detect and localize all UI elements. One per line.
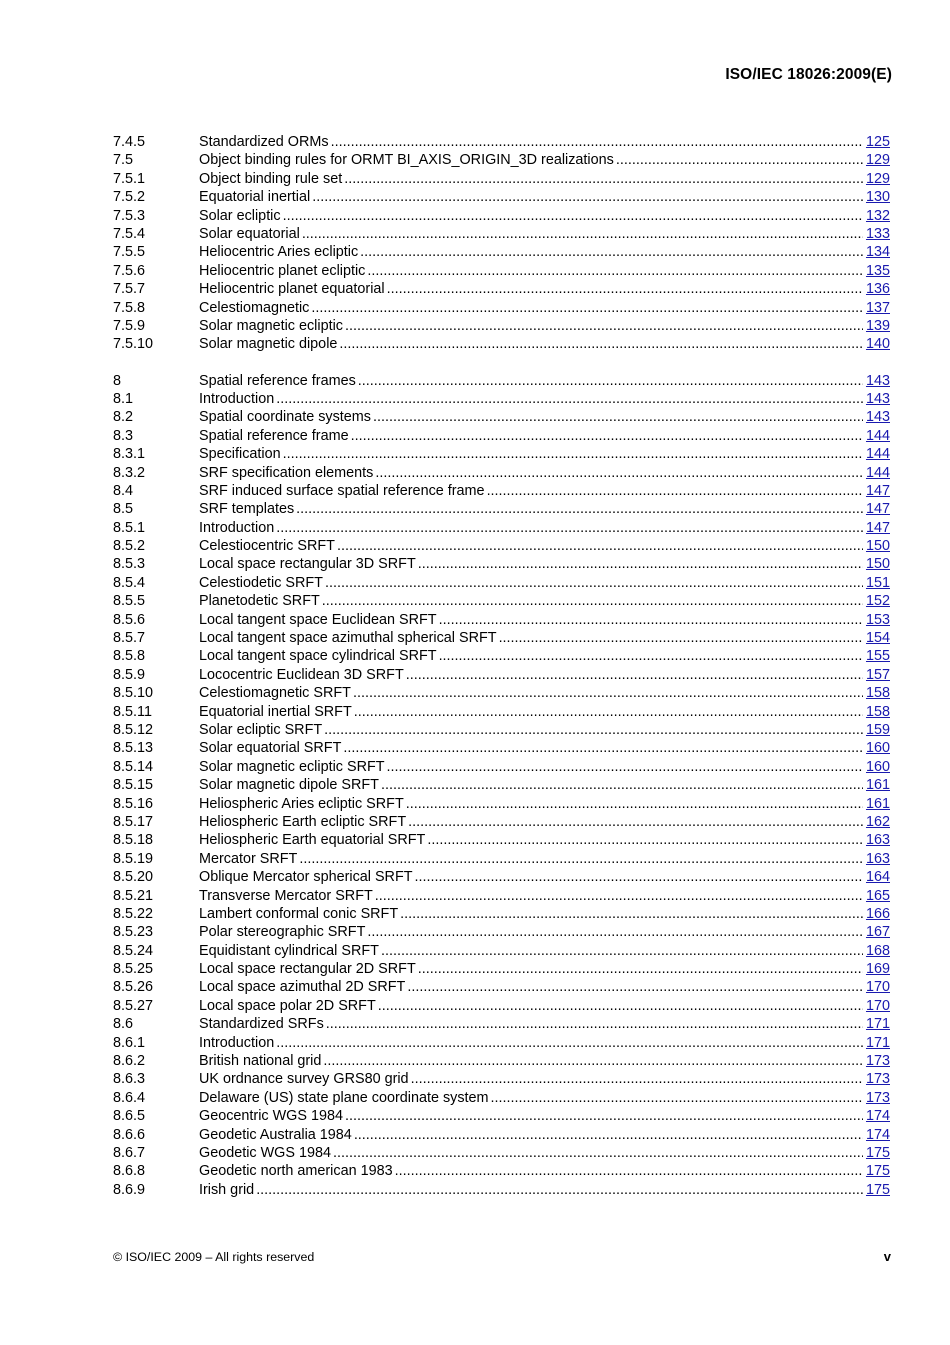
- toc-entry-number: 7.4.5: [113, 134, 146, 150]
- toc-dot-leader: [312, 188, 863, 206]
- toc-entry-title: Heliospheric Earth equatorial SRFT: [199, 832, 426, 849]
- toc-entry-number: 8.5.6: [113, 611, 146, 628]
- toc-entry: [113, 280, 890, 298]
- toc-dot-leader: [360, 243, 863, 261]
- toc-page-link[interactable]: 173: [865, 1053, 890, 1070]
- footer-copyright: © ISO/IEC 2009 – All rights reserved: [113, 1250, 315, 1264]
- toc-entry-title: Introduction: [199, 519, 275, 536]
- toc-entry: [113, 372, 890, 390]
- toc-dot-leader: [387, 758, 863, 776]
- footer-page-number: v: [883, 1249, 891, 1264]
- toc-entry-title: Oblique Mercator spherical SRFT: [199, 869, 413, 886]
- toc-entry: [113, 574, 890, 592]
- toc-entry-title: Heliocentric planet equatorial: [199, 281, 385, 298]
- toc-entry-title: Heliocentric Aries ecliptic: [199, 244, 359, 261]
- toc-entry-number: 8.3: [113, 427, 134, 444]
- toc-entry-title: Heliospheric Aries ecliptic SRFT: [199, 795, 404, 812]
- toc-entry-number: 8.5.5: [113, 593, 146, 610]
- toc-entry-number: 8.5.10: [113, 685, 154, 702]
- toc-entry-number: 7.5.5: [113, 244, 146, 261]
- toc-entry-title: Geodetic north american 1983: [199, 1163, 393, 1180]
- toc-entry-number: 8.3.2: [113, 464, 146, 481]
- toc-entry-title: Local space rectangular 3D SRFT: [199, 556, 416, 573]
- toc-entry-number: 8.6.4: [113, 1089, 146, 1106]
- toc-entry-title: SRF induced surface spatial reference frame: [199, 482, 485, 499]
- toc-entry-number: 7.5.1: [113, 170, 146, 187]
- toc-entry-title: Spatial coordinate systems: [199, 409, 371, 426]
- toc-entry-number: 8.5.7: [113, 630, 146, 647]
- toc-dot-leader: [325, 574, 863, 592]
- toc-entry-number: 8.5.11: [113, 703, 152, 720]
- toc-dot-leader: [339, 335, 863, 353]
- toc-entry-title: Local space azimuthal 2D SRFT: [199, 979, 406, 996]
- toc-dot-leader: [354, 703, 863, 721]
- toc-entry-number: 7.5.7: [113, 281, 146, 298]
- toc-dot-leader: [395, 1162, 863, 1180]
- toc-entry: [113, 850, 890, 868]
- toc-dot-leader: [276, 390, 863, 408]
- toc-entry-number: 8.5.1: [113, 519, 146, 536]
- toc-entry: [113, 1089, 890, 1107]
- toc-dot-leader: [439, 611, 863, 629]
- toc-entry-number: 8.2: [113, 409, 134, 426]
- toc-entry-title: Heliocentric planet ecliptic: [199, 262, 366, 279]
- toc-page-link[interactable]: 147: [865, 482, 890, 499]
- toc-page-link[interactable]: 171: [865, 1016, 890, 1033]
- toc-dot-leader: [375, 887, 863, 905]
- toc-page-link[interactable]: 152: [865, 593, 890, 610]
- toc-entry: [113, 243, 890, 261]
- toc-page-link[interactable]: 170: [865, 997, 890, 1014]
- toc-entry: [113, 795, 890, 813]
- toc-entry-title: Equatorial inertial: [199, 189, 311, 206]
- toc-entry: [113, 299, 890, 317]
- toc-dot-leader: [367, 923, 863, 941]
- toc-entry: [113, 592, 890, 610]
- toc-dot-leader: [418, 960, 863, 978]
- toc-page-link[interactable]: 163: [865, 850, 890, 867]
- toc-page-link[interactable]: 143: [865, 372, 890, 389]
- toc-entry-title: Geodetic Australia 1984: [199, 1126, 352, 1143]
- toc-page-link[interactable]: 144: [865, 427, 890, 444]
- toc-entry-title: Solar equatorial SRFT: [199, 740, 342, 757]
- toc-entry-number: 8.5.21: [113, 887, 154, 904]
- toc-page-link[interactable]: 158: [865, 703, 890, 720]
- toc-entry: [113, 739, 890, 757]
- toc-entry: [113, 1181, 890, 1199]
- toc-entry-number: 8.3.1: [113, 446, 146, 463]
- toc-dot-leader: [351, 427, 863, 445]
- toc-page-link[interactable]: 161: [865, 777, 890, 794]
- toc-page-link[interactable]: 160: [865, 740, 890, 757]
- toc-entry-number: 8.5.9: [113, 666, 146, 683]
- toc-entry: [113, 225, 890, 243]
- toc-dot-leader: [276, 519, 863, 537]
- toc-entry-title: Equidistant cylindrical SRFT: [199, 942, 379, 959]
- toc-page-link[interactable]: 173: [865, 1089, 890, 1106]
- toc-entry-title: Mercator SRFT: [199, 850, 298, 867]
- toc-page-link[interactable]: 150: [865, 556, 890, 573]
- toc-entry: [113, 813, 890, 831]
- toc-page-link[interactable]: 133: [865, 225, 890, 242]
- toc-entry-number: 8.6.6: [113, 1126, 146, 1143]
- toc-entry: [113, 188, 890, 206]
- toc-entry-title: Local tangent space Euclidean SRFT: [199, 611, 437, 628]
- toc-dot-leader: [323, 1052, 863, 1070]
- toc-dot-leader: [283, 445, 863, 463]
- toc-dot-leader: [283, 207, 863, 225]
- toc-page-link[interactable]: 161: [865, 795, 890, 812]
- toc-page-link[interactable]: 150: [865, 538, 890, 555]
- toc-entry: [113, 629, 890, 647]
- toc-page-link[interactable]: 139: [865, 317, 890, 334]
- toc-entry-number: 8.5.19: [113, 850, 154, 867]
- toc-page-link[interactable]: 143: [865, 390, 890, 407]
- toc-entry-title: Object binding rules for ORMT BI_AXIS_ORIGIN_3D realizations: [199, 152, 614, 169]
- toc-entry: [113, 923, 890, 941]
- document-header-title: ISO/IEC 18026:2009(E): [725, 66, 892, 83]
- toc-entry: [113, 482, 890, 500]
- toc-entry-number: 7.5.9: [113, 317, 146, 334]
- toc-entry-number: 8: [113, 372, 122, 389]
- toc-dot-leader: [331, 133, 863, 151]
- toc-dot-leader: [299, 850, 863, 868]
- toc-page-link[interactable]: 154: [865, 630, 890, 647]
- toc-entry: [113, 537, 890, 555]
- toc-dot-leader: [418, 555, 863, 573]
- toc-entry-title: Spatial reference frames: [199, 372, 356, 389]
- toc-page-link[interactable]: 137: [865, 299, 890, 316]
- toc-entry-number: 7.5.8: [113, 299, 146, 316]
- toc-entry-number: 8.5.23: [113, 924, 154, 941]
- toc-entry-number: 8.6.5: [113, 1108, 146, 1125]
- toc-entry: [113, 408, 890, 426]
- toc-dot-leader: [302, 225, 863, 243]
- toc-page-link[interactable]: 125: [865, 134, 890, 150]
- toc-page-link[interactable]: 129: [865, 152, 890, 169]
- toc-dot-leader: [326, 1015, 863, 1033]
- toc-entry-title: Delaware (US) state plane coordinate system: [199, 1089, 489, 1106]
- toc-dot-leader: [407, 978, 863, 996]
- toc-entry-number: 8.1: [113, 390, 134, 407]
- toc-page-link[interactable]: 158: [865, 685, 890, 702]
- toc-entry: [113, 831, 890, 849]
- toc-entry-title: Lococentric Euclidean 3D SRFT: [199, 666, 404, 683]
- toc-entry: [113, 684, 890, 702]
- toc-entry-title: Solar ecliptic SRFT: [199, 722, 323, 738]
- toc-entry-number: 8.6.9: [113, 1181, 146, 1198]
- toc-dot-leader: [337, 537, 863, 555]
- toc-page-link[interactable]: 164: [865, 869, 890, 886]
- toc-entry: [113, 758, 890, 776]
- toc-entry-title: Celestiodetic SRFT: [199, 574, 323, 591]
- toc-entry-number: 8.5.26: [113, 979, 154, 996]
- toc-dot-leader: [375, 464, 863, 482]
- toc-entry-number: 8.6.1: [113, 1034, 146, 1051]
- toc-entry-number: 7.5.10: [113, 336, 154, 353]
- toc-dot-leader: [353, 684, 863, 702]
- toc-entry: [113, 1107, 890, 1125]
- toc-entry-number: 8.5.18: [113, 832, 154, 849]
- toc-dot-leader: [344, 170, 863, 188]
- toc-page-link[interactable]: 167: [865, 924, 890, 941]
- toc-dot-leader: [387, 280, 863, 298]
- toc-dot-leader: [406, 795, 863, 813]
- toc-entry-title: Heliospheric Earth ecliptic SRFT: [199, 813, 407, 830]
- toc-dot-leader: [345, 317, 863, 335]
- toc-entry: [113, 905, 890, 923]
- toc-entry: [113, 519, 890, 537]
- toc-page-link[interactable]: 143: [865, 409, 890, 426]
- toc-entry: [113, 1034, 890, 1052]
- toc-entry-number: 7.5.4: [113, 225, 146, 242]
- toc-entry-number: 8.5.25: [113, 961, 154, 978]
- toc-dot-leader: [408, 813, 863, 831]
- toc-entry-title: Celestiomagnetic: [199, 299, 310, 316]
- toc-entry: [113, 721, 890, 739]
- toc-entry: [113, 960, 890, 978]
- toc-entry-title: Local tangent space azimuthal spherical SRFT: [199, 630, 497, 647]
- toc-entry-number: 8.5.13: [113, 740, 154, 757]
- toc-entry-number: 8.5.20: [113, 869, 154, 886]
- toc-entry-number: 8.5.3: [113, 556, 146, 573]
- toc-entry: [113, 776, 890, 794]
- toc-entry: [113, 170, 890, 188]
- toc-dot-leader: [427, 831, 863, 849]
- toc-entry-title: Geocentric WGS 1984: [199, 1108, 343, 1125]
- toc-entry-title: Standardized SRFs: [199, 1016, 324, 1033]
- toc-page-link[interactable]: 173: [865, 1071, 890, 1088]
- toc-entry-title: Geodetic WGS 1984: [199, 1144, 331, 1161]
- toc-dot-leader: [381, 942, 863, 960]
- toc-dot-leader: [296, 500, 863, 518]
- toc-entry: [113, 207, 890, 225]
- toc-entry-number: 8.5.4: [113, 574, 146, 591]
- table-of-contents: [113, 133, 890, 1199]
- toc-entry: [113, 703, 890, 721]
- toc-page-link[interactable]: 129: [865, 170, 890, 187]
- toc-dot-leader: [487, 482, 863, 500]
- toc-entry-number: 8.5: [113, 501, 134, 518]
- toc-page-link[interactable]: 147: [865, 501, 890, 518]
- toc-entry-title: Solar magnetic ecliptic SRFT: [199, 758, 385, 775]
- toc-entry: [113, 887, 890, 905]
- toc-dot-leader: [322, 592, 863, 610]
- toc-page-link[interactable]: 171: [865, 1034, 890, 1051]
- toc-dot-leader: [324, 721, 863, 739]
- toc-entry: [113, 335, 890, 353]
- toc-entry: [113, 262, 890, 280]
- toc-entry-title: SRF specification elements: [199, 464, 374, 481]
- toc-dot-leader: [491, 1089, 863, 1107]
- toc-entry: [113, 1126, 890, 1144]
- toc-entry-number: 8.5.27: [113, 997, 154, 1014]
- toc-entry-title: Introduction: [199, 1034, 275, 1051]
- toc-page-link[interactable]: 132: [865, 207, 890, 224]
- toc-dot-leader: [367, 262, 863, 280]
- toc-entry-number: 8.5.2: [113, 538, 146, 555]
- toc-entry-title: Equatorial inertial SRFT: [199, 703, 352, 720]
- toc-entry: [113, 647, 890, 665]
- toc-entry-number: 8.6: [113, 1016, 134, 1033]
- toc-page-link[interactable]: 130: [865, 189, 890, 206]
- toc-page-link[interactable]: 151: [865, 574, 890, 591]
- toc-page-link[interactable]: 166: [865, 905, 890, 922]
- toc-dot-leader: [345, 1107, 863, 1125]
- toc-entry-title: Irish grid: [199, 1181, 255, 1198]
- toc-entry-number: 8.5.12: [113, 722, 154, 738]
- toc-dot-leader: [400, 905, 863, 923]
- toc-page-link[interactable]: 159: [865, 722, 890, 738]
- toc-entry: [113, 942, 890, 960]
- toc-page-link[interactable]: 175: [865, 1163, 890, 1180]
- toc-entry-title: Object binding rule set: [199, 170, 343, 187]
- toc-page-link[interactable]: 174: [865, 1126, 890, 1143]
- toc-dot-leader: [256, 1181, 863, 1199]
- toc-dot-leader: [354, 1126, 863, 1144]
- toc-entry: [113, 978, 890, 996]
- toc-entry-title: Celestiocentric SRFT: [199, 538, 335, 555]
- toc-entry-number: 8.6.7: [113, 1144, 146, 1161]
- toc-entry: [113, 317, 890, 335]
- toc-entry: [113, 555, 890, 573]
- toc-entry-number: 8.6.8: [113, 1163, 146, 1180]
- toc-entry: [113, 427, 890, 445]
- toc-entry-title: British national grid: [199, 1053, 322, 1070]
- toc-page-link[interactable]: 175: [865, 1181, 890, 1198]
- toc-page-link[interactable]: 175: [865, 1144, 890, 1161]
- toc-entry-title: Solar magnetic dipole: [199, 336, 338, 353]
- toc-entry-title: SRF templates: [199, 501, 295, 518]
- toc-entry-title: Solar magnetic dipole SRFT: [199, 777, 379, 794]
- toc-entry: [113, 445, 890, 463]
- toc-dot-leader: [311, 299, 863, 317]
- toc-dot-leader: [358, 372, 863, 390]
- toc-entry-number: 7.5.2: [113, 189, 146, 206]
- toc-entry-title: Local space rectangular 2D SRFT: [199, 961, 416, 978]
- toc-entry-title: Introduction: [199, 390, 275, 407]
- toc-entry-title: Celestiomagnetic SRFT: [199, 685, 351, 702]
- toc-page-link[interactable]: 147: [865, 519, 890, 536]
- toc-entry: [113, 151, 890, 169]
- toc-entry-title: Solar ecliptic: [199, 207, 281, 224]
- toc-entry: [113, 997, 890, 1015]
- toc-dot-leader: [616, 151, 863, 169]
- toc-page-link[interactable]: 169: [865, 961, 890, 978]
- toc-entry: [113, 868, 890, 886]
- toc-dot-leader: [439, 647, 863, 665]
- toc-entry: [113, 1144, 890, 1162]
- toc-entry-number: 7.5.3: [113, 207, 146, 224]
- toc-page-link[interactable]: 170: [865, 979, 890, 996]
- toc-entry: [113, 1070, 890, 1088]
- toc-entry-title: Local tangent space cylindrical SRFT: [199, 648, 437, 665]
- toc-entry: [113, 1162, 890, 1180]
- toc-dot-leader: [411, 1070, 863, 1088]
- toc-entry-number: 8.5.22: [113, 905, 154, 922]
- toc-dot-leader: [343, 739, 863, 757]
- toc-entry-number: 8.5.14: [113, 758, 154, 775]
- toc-dot-leader: [333, 1144, 863, 1162]
- toc-entry-number: 7.5: [113, 152, 134, 169]
- toc-page-link[interactable]: 153: [865, 611, 890, 628]
- toc-entry: [113, 390, 890, 408]
- toc-page-link[interactable]: 162: [865, 813, 890, 830]
- toc-entry: [113, 611, 890, 629]
- toc-entry-title: Standardized ORMs: [199, 134, 329, 150]
- toc-entry-number: 8.5.16: [113, 795, 154, 812]
- toc-page-link[interactable]: 160: [865, 758, 890, 775]
- toc-entry-title: Spatial reference frame: [199, 427, 349, 444]
- toc-entry-title: UK ordnance survey GRS80 grid: [199, 1071, 409, 1088]
- toc-entry-title: Local space polar 2D SRFT: [199, 997, 376, 1014]
- toc-entry-number: 7.5.6: [113, 262, 146, 279]
- toc-entry-title: Planetodetic SRFT: [199, 593, 320, 610]
- toc-page-link[interactable]: 163: [865, 832, 890, 849]
- toc-entry-title: Transverse Mercator SRFT: [199, 887, 373, 904]
- toc-dot-leader: [499, 629, 863, 647]
- toc-entry: [113, 666, 890, 684]
- toc-entry-number: 8.6.3: [113, 1071, 146, 1088]
- toc-page-link[interactable]: 134: [865, 244, 890, 261]
- toc-page-link[interactable]: 157: [865, 666, 890, 683]
- toc-entry-title: Solar equatorial: [199, 225, 300, 242]
- toc-dot-leader: [406, 666, 863, 684]
- toc-entry-number: 8.5.17: [113, 813, 154, 830]
- toc-dot-leader: [378, 997, 863, 1015]
- toc-entry: [113, 133, 890, 151]
- toc-page-link[interactable]: 155: [865, 648, 890, 665]
- toc-entry-title: Solar magnetic ecliptic: [199, 317, 343, 334]
- toc-page-link[interactable]: 144: [865, 446, 890, 463]
- toc-page-link[interactable]: 135: [865, 262, 890, 279]
- toc-entry-number: 8.4: [113, 482, 134, 499]
- toc-page-link[interactable]: 144: [865, 464, 890, 481]
- toc-dot-leader: [381, 776, 863, 794]
- toc-entry-title: Polar stereographic SRFT: [199, 924, 366, 941]
- toc-entry: [113, 1052, 890, 1070]
- toc-page-link[interactable]: 165: [865, 887, 890, 904]
- toc-page-link[interactable]: 174: [865, 1108, 890, 1125]
- toc-entry-title: Lambert conformal conic SRFT: [199, 905, 399, 922]
- toc-entry: [113, 500, 890, 518]
- toc-entry: [113, 464, 890, 482]
- toc-page-link[interactable]: 168: [865, 942, 890, 959]
- toc-entry-number: 8.5.24: [113, 942, 154, 959]
- toc-dot-leader: [276, 1034, 863, 1052]
- toc-dot-leader: [415, 868, 863, 886]
- toc-page-link[interactable]: 136: [865, 281, 890, 298]
- toc-entry-number: 8.5.8: [113, 648, 146, 665]
- toc-entry-number: 8.6.2: [113, 1053, 146, 1070]
- toc-page-link[interactable]: 140: [865, 336, 890, 353]
- toc-entry-number: 8.5.15: [113, 777, 154, 794]
- toc-dot-leader: [373, 408, 863, 426]
- toc-entry: [113, 1015, 890, 1033]
- toc-entry-title: Specification: [199, 446, 281, 463]
